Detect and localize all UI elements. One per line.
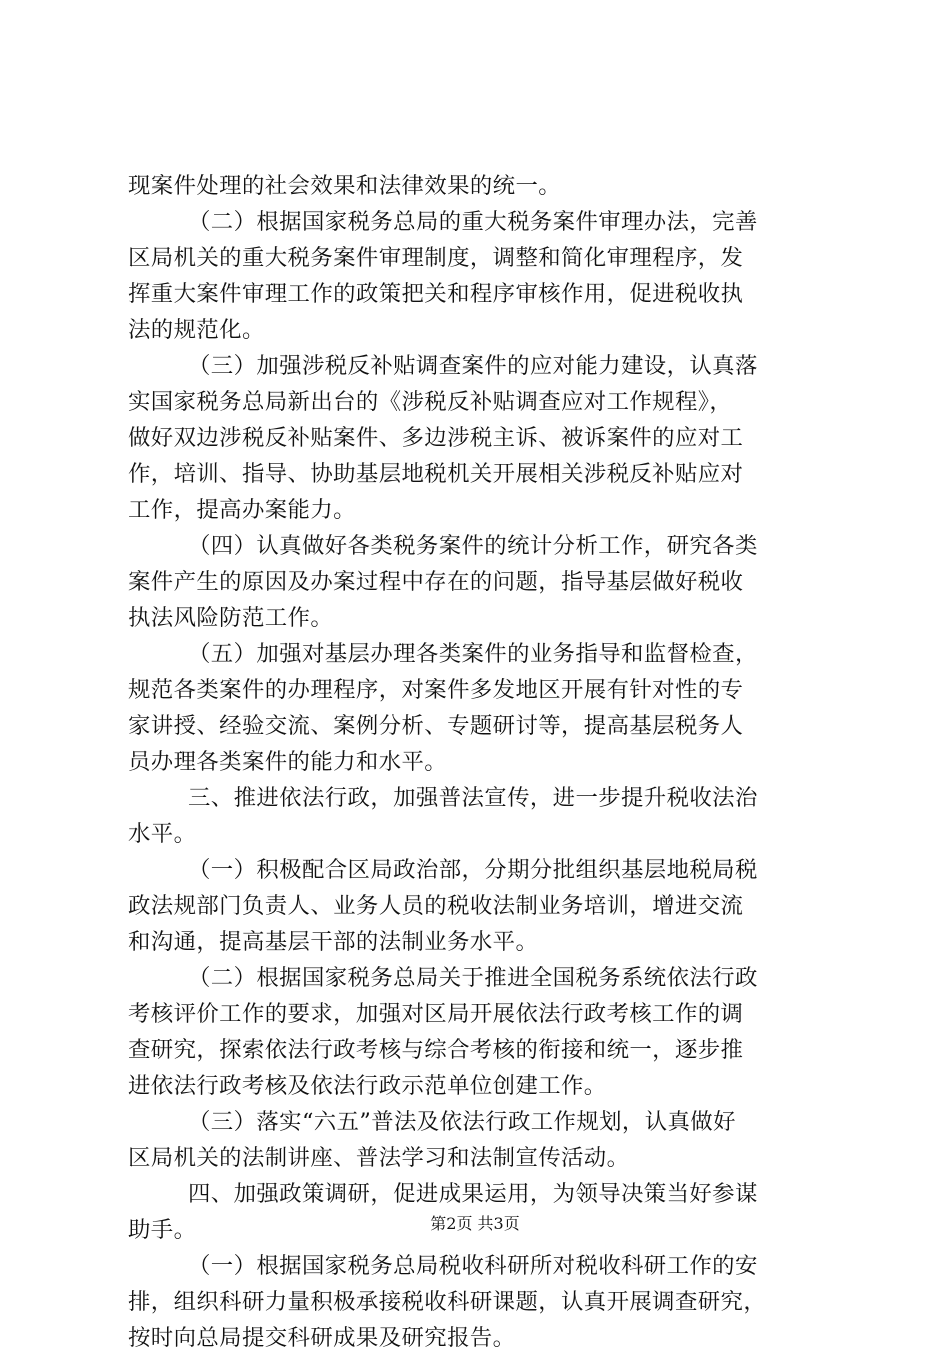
text-line: （三）加强涉税反补贴调查案件的应对能力建设，认真落: [188, 353, 758, 379]
text-line: 现案件处理的社会效果和法律效果的统一。: [128, 173, 562, 199]
text-line: 政法规部门负责人、业务人员的税收法制业务培训，增进交流: [128, 893, 744, 919]
text-line: 挥重大案件审理工作的政策把关和程序审核作用，促进税收执: [128, 281, 744, 307]
text-line: 四、加强政策调研，促进成果运用，为领导决策当好参谋: [188, 1181, 758, 1207]
text-line: 按时向总局提交科研成果及研究报告。: [128, 1325, 516, 1351]
text-line: 案件产生的原因及办案过程中存在的问题，指导基层做好税收: [128, 569, 744, 595]
text-line: 排，组织科研力量积极承接税收科研课题，认真开展调查研究，: [128, 1289, 767, 1315]
text-line: 和沟通，提高基层干部的法制业务水平。: [128, 929, 539, 955]
text-line: 执法风险防范工作。: [128, 605, 334, 631]
text-line: 家讲授、经验交流、案例分析、专题研讨等，提高基层税务人: [128, 713, 744, 739]
text-line: 区局机关的重大税务案件审理制度，调整和简化审理程序，发: [128, 245, 744, 271]
text-line: （二）根据国家税务总局关于推进全国税务系统依法行政: [188, 965, 758, 991]
page-footer: 第2页 共3页: [430, 1214, 520, 1233]
text-line: 做好双边涉税反补贴案件、多边涉税主诉、被诉案件的应对工: [128, 425, 744, 451]
text-line: （一）根据国家税务总局税收科研所对税收科研工作的安: [188, 1253, 758, 1279]
text-line: 员办理各类案件的能力和水平。: [128, 749, 448, 775]
text-line: 助手。: [128, 1217, 197, 1243]
text-line: （一）积极配合区局政治部，分期分批组织基层地税局税: [188, 857, 758, 883]
text-line: 进依法行政考核及依法行政示范单位创建工作。: [128, 1073, 607, 1099]
text-line: 考核评价工作的要求，加强对区局开展依法行政考核工作的调: [128, 1001, 744, 1027]
text-line: 水平。: [128, 821, 197, 847]
text-line: 区局机关的法制讲座、普法学习和法制宣传活动。: [128, 1145, 630, 1171]
text-line: 法的规范化。: [128, 317, 265, 343]
text-line: 作，培训、指导、协助基层地税机关开展相关涉税反补贴应对: [128, 461, 744, 487]
text-line: （五）加强对基层办理各类案件的业务指导和监督检查，: [188, 641, 758, 667]
text-line: （四）认真做好各类税务案件的统计分析工作，研究各类: [188, 533, 758, 559]
text-line: 查研究，探索依法行政考核与综合考核的衔接和统一，逐步推: [128, 1037, 744, 1063]
text-line: 实国家税务总局新出台的《涉税反补贴调查应对工作规程》，: [128, 389, 733, 415]
text-line: （三）落实“六五”普法及依法行政工作规划，认真做好: [188, 1109, 736, 1135]
document-body: [128, 168, 838, 1356]
text-line: （二）根据国家税务总局的重大税务案件审理办法，完善: [188, 209, 758, 235]
text-line: 工作，提高办案能力。: [128, 497, 356, 523]
text-line: 规范各类案件的办理程序，对案件多发地区开展有针对性的专: [128, 677, 744, 703]
text-line: 三、推进依法行政，加强普法宣传，进一步提升税收法治: [188, 785, 758, 811]
